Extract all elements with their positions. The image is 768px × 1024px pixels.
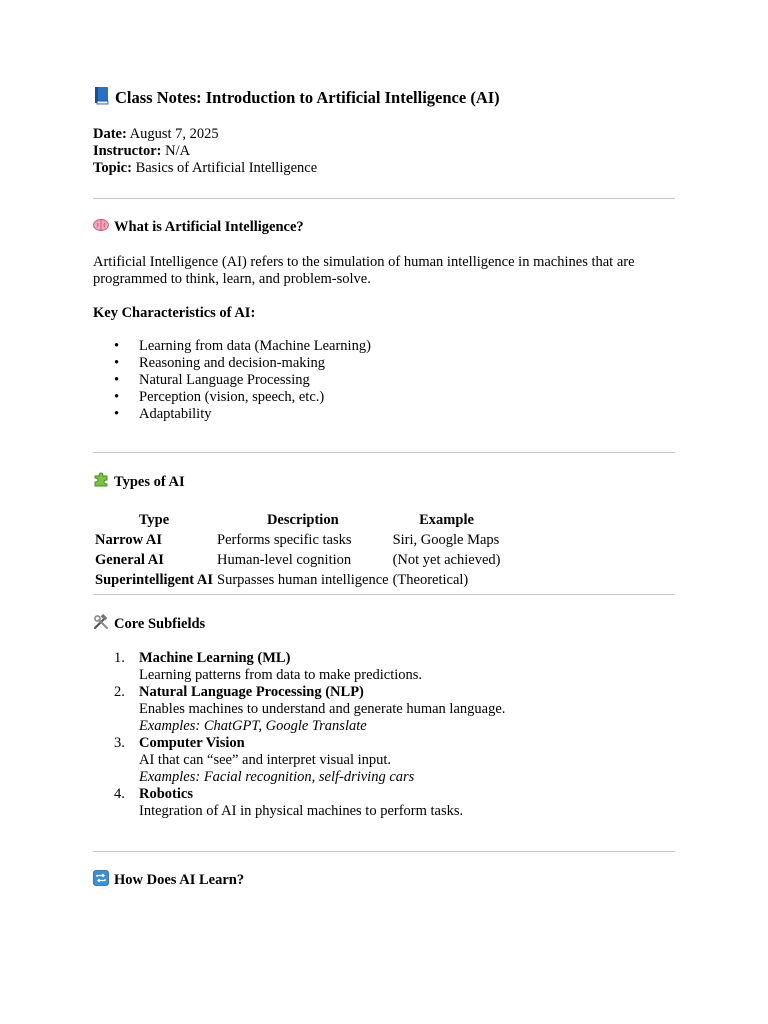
characteristics-list [93, 338, 675, 423]
column-header-type: Type [138, 511, 170, 528]
list-item [93, 735, 675, 786]
types-table [93, 510, 502, 590]
blue-book-icon [93, 86, 110, 110]
subfield-title: Computer Vision [139, 735, 245, 751]
meta-topic [93, 160, 675, 177]
section-heading-core-subfields [93, 614, 675, 634]
meta-instructor [93, 143, 675, 160]
what-is-ai-paragraph: Artificial Intelligence (AI) refers to the simulation of human intelligence in machines that are programmed to think, learn, and problem-solve. [93, 254, 635, 287]
repeat-arrows-icon [93, 870, 109, 891]
table-cell: General AI [95, 551, 164, 568]
list-item: • Natural Language Processing [93, 372, 675, 389]
table-cell: Superintelligent AI [95, 571, 214, 588]
table-cell: (Theoretical) [392, 571, 469, 588]
column-header-description: Description [266, 511, 339, 528]
list-item [93, 786, 675, 820]
section-heading-text: What is Artificial Intelligence? [114, 218, 304, 235]
table-cell: Narrow AI [95, 531, 162, 548]
meta-date-value: August 7, 2025 [126, 126, 219, 142]
table-header-row [93, 510, 502, 530]
subfield-description: Enables machines to understand and generate human language. [139, 701, 506, 717]
table-row [93, 550, 502, 570]
document-meta [93, 126, 675, 177]
table-cell: Siri, Google Maps [392, 531, 500, 548]
table-row [93, 570, 502, 590]
section-heading-text: How Does AI Learn? [114, 871, 245, 888]
page-title [93, 86, 675, 110]
list-item: • Reasoning and decision-making [93, 355, 675, 372]
divider [93, 851, 675, 852]
list-item: • Learning from data (Machine Learning) [93, 338, 675, 355]
meta-date-label: Date: [93, 126, 127, 142]
list-item: • Perception (vision, speech, etc.) [93, 389, 675, 406]
subfield-example: Examples: Facial recognition, self-driving cars [139, 769, 415, 785]
column-header-example: Example [419, 511, 474, 528]
list-item [93, 684, 675, 735]
section-heading-types-of-ai [93, 472, 675, 492]
table-row [93, 530, 502, 550]
divider [93, 198, 675, 199]
section-heading-what-is-ai [93, 217, 675, 237]
document-content [93, 86, 675, 890]
subfield-description: Learning patterns from data to make predictions. [139, 667, 423, 683]
list-item: • Adaptability [93, 406, 675, 423]
list-number: 3. [114, 735, 125, 751]
section-heading-how-does-ai-learn [93, 870, 675, 890]
hammer-wrench-icon [93, 614, 109, 635]
table-cell: Performs specific tasks [217, 531, 352, 548]
subfields-list [93, 650, 675, 820]
subfield-title: Natural Language Processing (NLP) [139, 684, 364, 700]
meta-date [93, 126, 675, 143]
subfield-title: Robotics [139, 786, 193, 802]
subfield-description: AI that can “see” and interpret visual input. [139, 752, 392, 768]
subfield-description: Integration of AI in physical machines to perform tasks. [139, 803, 464, 819]
meta-topic-label: Topic: [93, 160, 132, 176]
characteristics-heading: Key Characteristics of AI: [93, 305, 256, 321]
divider [93, 594, 675, 595]
divider [93, 452, 675, 453]
subfield-example: Examples: ChatGPT, Google Translate [139, 718, 367, 734]
list-number: 2. [114, 684, 125, 700]
list-item [93, 650, 675, 684]
table-cell: (Not yet achieved) [392, 551, 501, 568]
table-cell: Surpasses human intelligence [217, 571, 389, 588]
puzzle-piece-icon [93, 472, 109, 492]
list-number: 1. [114, 650, 125, 666]
list-number: 4. [114, 786, 125, 802]
section-heading-text: Core Subfields [114, 615, 206, 632]
meta-instructor-label: Instructor: [93, 143, 162, 159]
meta-instructor-value: N/A [161, 143, 191, 159]
brain-icon [93, 218, 109, 237]
page-title-text: Class Notes: Introduction to Artificial Intelligence (AI) [115, 88, 500, 107]
subfield-title: Machine Learning (ML) [139, 650, 291, 666]
meta-topic-value: Basics of Artificial Intelligence [131, 160, 318, 176]
section-heading-text: Types of AI [114, 473, 185, 490]
table-cell: Human-level cognition [217, 551, 352, 568]
